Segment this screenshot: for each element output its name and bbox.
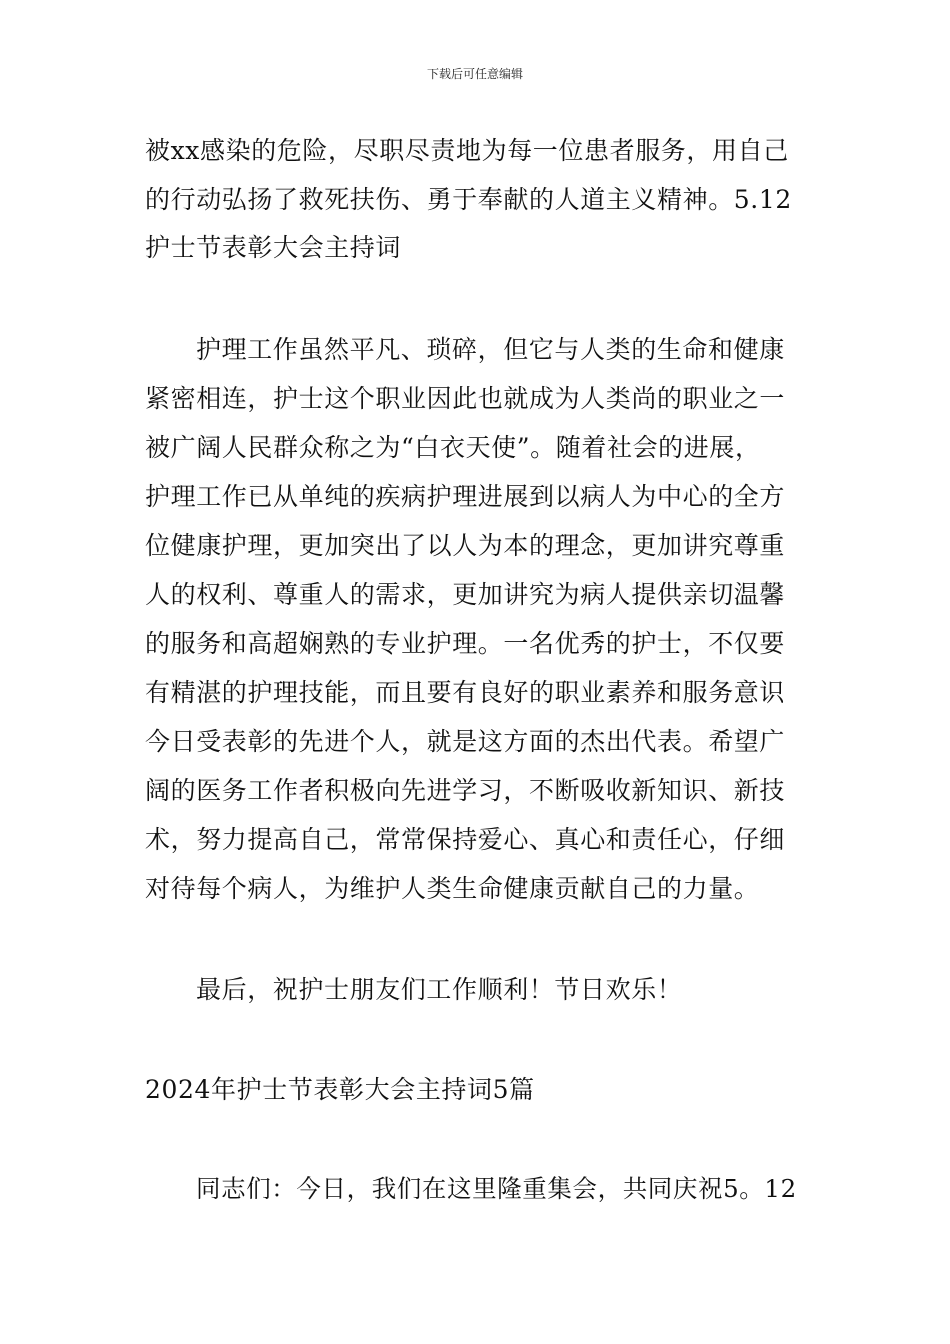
text-line: 今日受表彰的先进个人，就是这方面的杰出代表。希望广: [145, 727, 786, 756]
text-line: 术，努力提高自己，常常保持爱心、真心和责任心，仔细: [145, 825, 786, 854]
text-line: 同志们：今日，我们在这里隆重集会，共同庆祝5。12: [196, 1174, 797, 1203]
text-line: 最后，祝护士朋友们工作顺利！节日欢乐！: [196, 975, 683, 1004]
text-line: 护士节表彰大会主持词: [145, 233, 402, 262]
text-line: 被xx感染的危险，尽职尽责地为每一位患者服务，用自己: [145, 136, 789, 165]
page-header: 下载后可任意编辑: [426, 67, 523, 81]
text-line: 被广阔人民群众称之为“白衣天使”。随着社会的进展，: [145, 433, 761, 462]
section-title: 2024年护士节表彰大会主持词5篇: [145, 1075, 535, 1104]
text-line: 位健康护理，更加突出了以人为本的理念，更加讲究尊重: [145, 531, 786, 560]
text-line: 紧密相连，护士这个职业因此也就成为人类尚的职业之一: [145, 384, 786, 413]
text-line: 护理工作已从单纯的疾病护理进展到以病人为中心的全方: [145, 482, 786, 511]
text-line: 有精湛的护理技能，而且要有良好的职业素养和服务意识: [145, 678, 786, 707]
text-line: 的服务和高超娴熟的专业护理。一名优秀的护士，不仅要: [145, 629, 786, 658]
text-line: 的行动弘扬了救死扶伤、勇于奉献的人道主义精神。5.12: [145, 185, 792, 214]
text-line: 对待每个病人，为维护人类生命健康贡献自己的力量。: [145, 874, 760, 903]
text-line: 阔的医务工作者积极向先进学习，不断吸收新知识、新技: [145, 776, 786, 805]
text-line: 人的权利、尊重人的需求，更加讲究为病人提供亲切温馨: [145, 580, 786, 609]
text-line: 护理工作虽然平凡、琐碎，但它与人类的生命和健康: [196, 335, 785, 364]
